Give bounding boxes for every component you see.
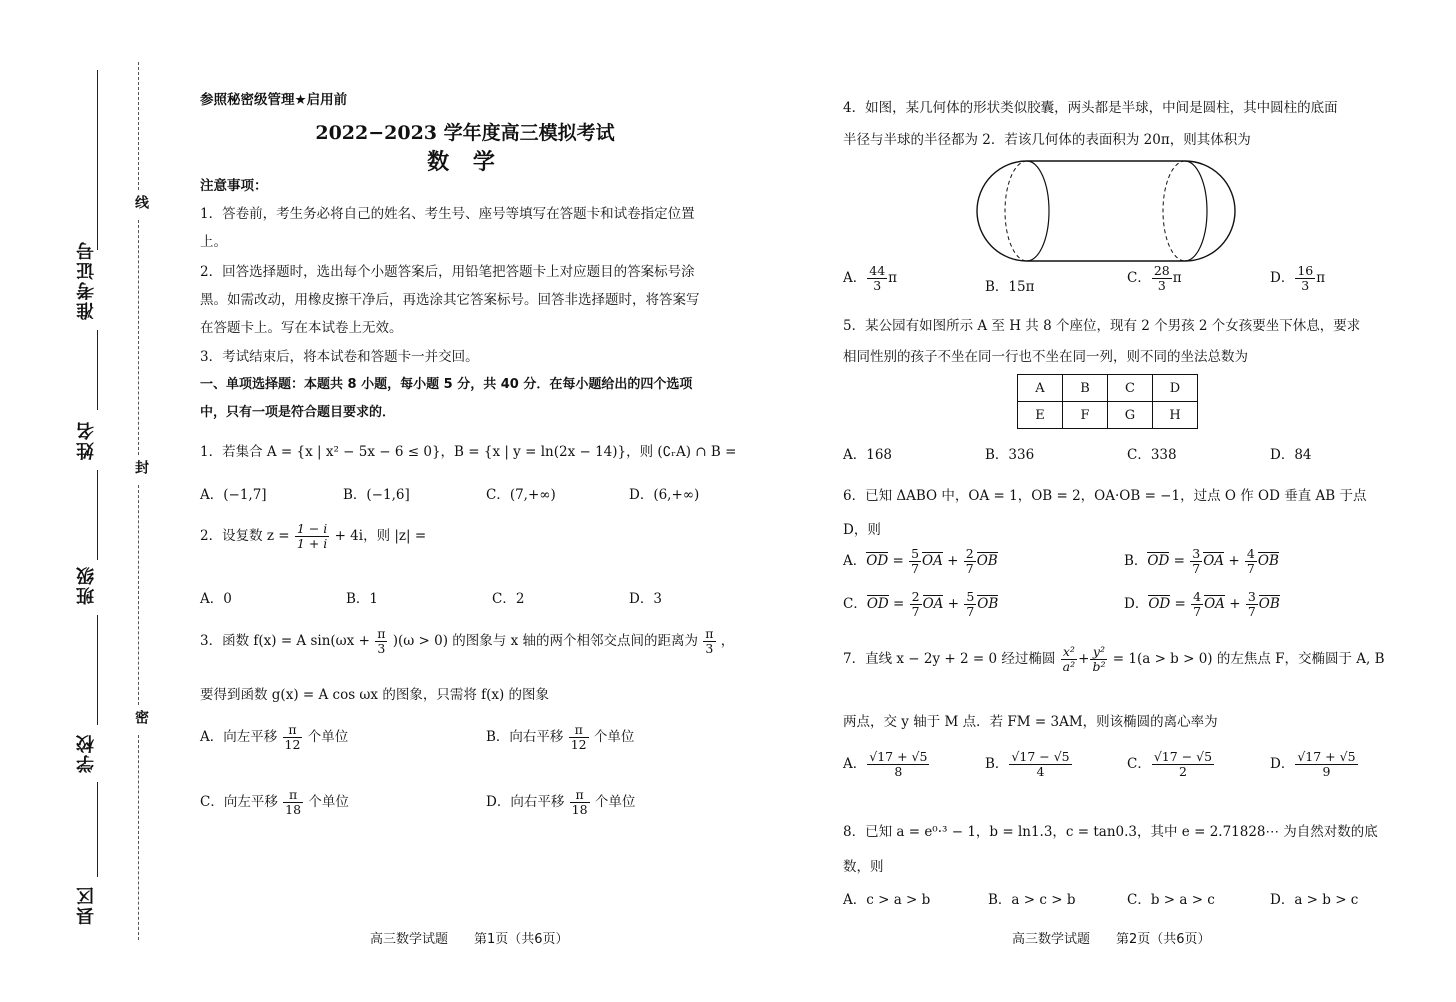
- q3-a-den: 12: [284, 736, 301, 752]
- q3-d-unit: 个单位: [594, 793, 636, 810]
- num: 3: [1247, 589, 1256, 604]
- q7-fraction-x: [1061, 645, 1077, 674]
- q7-c-fraction: [1152, 750, 1214, 779]
- num: 3: [1192, 546, 1201, 561]
- notes-heading: 注意事项：: [200, 178, 268, 194]
- note-3: 3．考试结束后，将本试卷和答题卡一并交回。: [200, 349, 479, 365]
- vector-ob: OB: [1257, 552, 1279, 569]
- q7-d-den: 9: [1322, 763, 1331, 779]
- den: 7: [1193, 603, 1202, 619]
- fraction: [1245, 547, 1257, 576]
- q3-c-label: C．向左平移: [200, 793, 278, 810]
- subject-title: 数 学: [427, 150, 503, 175]
- q7-b-den: 4: [1036, 763, 1045, 779]
- district-label: 县区: [76, 885, 97, 925]
- plus: +: [1228, 552, 1240, 569]
- q7-stem-end: = 1(a > b > 0) 的左焦点 F，交椭圆于 A, B: [1112, 650, 1385, 667]
- q2-option-d: D．3: [629, 591, 662, 607]
- q3-c-den: 18: [285, 801, 302, 817]
- q3-option-d: [486, 788, 635, 817]
- exam-id-label: 准考证号: [76, 240, 97, 320]
- q1-option-b: B．(−1,6]: [343, 487, 410, 503]
- binding-line: [97, 615, 98, 725]
- q8-option-d: D．a > b > c: [1270, 892, 1359, 908]
- q7-d-label: D．: [1270, 755, 1295, 772]
- fraction: [1246, 590, 1258, 619]
- num: 2: [911, 589, 920, 604]
- name-label: 姓名: [76, 420, 97, 460]
- q7-y2: y²: [1090, 645, 1107, 660]
- vector-ob: OB: [977, 595, 999, 612]
- q4-a-den: 3: [873, 277, 882, 293]
- vector-ob: OB: [1258, 595, 1280, 612]
- q7-c-num: √17 − √5: [1153, 749, 1213, 764]
- q3-numerator: π: [705, 626, 714, 641]
- q4-d-label: D．: [1270, 269, 1295, 286]
- q3-denominator: 3: [377, 640, 386, 656]
- q3-a-label: A．向左平移: [200, 728, 278, 745]
- question-1: 1．若集合 A = {x | x² − 5x − 6 ≤ 0}，B = {x | y = ln(2x − 14)}，则 (∁ᵣA) ∩ B =: [200, 444, 737, 460]
- q8-option-a: A．c > a > b: [843, 892, 931, 908]
- vector-oa: OA: [922, 595, 944, 612]
- q3-a-num: π: [283, 723, 303, 738]
- q4-option-a: [843, 264, 897, 293]
- q7-option-d: [1270, 750, 1359, 779]
- q7-c-den: 2: [1178, 763, 1187, 779]
- q3-d-num: π: [570, 788, 590, 803]
- q7-a-num: √17 + √5: [869, 749, 928, 764]
- question-7: 7．直线 x − 2y + 2 = 0 经过椭圆 $\frac{\text{x²}}{\text{a²}}$ + $\frac{\text{y²}}{\text{b²}}$ = 1(a > b > 0) 的左焦点 F，交椭圆于 A, B: [843, 644, 1385, 674]
- q1-option-d: D．(6,+∞): [629, 487, 700, 503]
- question-7-cont: 两点，交 y 轴于 M 点．若 FM = 3AM，则该椭圆的离心率为: [843, 714, 1218, 730]
- q3-c-unit: 个单位: [308, 793, 349, 810]
- q4-a-num: 44: [869, 263, 886, 278]
- seal-feng: 封: [133, 460, 149, 474]
- q3-denominator: 3: [705, 640, 714, 656]
- exam-title: 2022−2023 学年度高三模拟考试: [315, 122, 615, 144]
- question-5-cont: 相同性别的孩子不坐在同一行也不坐在同一列，则不同的坐法总数为: [843, 349, 1248, 365]
- q3-fraction: [703, 627, 715, 656]
- seat-cell: G: [1108, 402, 1153, 429]
- plus: +: [947, 552, 959, 569]
- q7-option-c: [1127, 750, 1215, 779]
- vector-ob: OB: [976, 552, 998, 569]
- num: 4: [1193, 589, 1202, 604]
- question-8: 8．已知 a = e⁰·³ − 1，b = ln1.3，c = tan0.3，其中 e = 2.71828⋯ 为自然对数的底: [843, 824, 1378, 840]
- seat-cell: F: [1063, 402, 1108, 429]
- q5-option-c: C．338: [1127, 447, 1177, 463]
- q3-fraction: [375, 627, 387, 656]
- confidential-mark: 参照秘密级管理★启用前: [200, 92, 348, 108]
- binding-line: [97, 70, 98, 250]
- q3-a-fraction: [283, 723, 303, 752]
- binding-line: [97, 782, 98, 877]
- vector-oa: OA: [1203, 552, 1225, 569]
- equals: =: [892, 552, 904, 569]
- section-heading-cont: 中，只有一项是符合题目要求的．: [200, 405, 396, 420]
- q2-option-a: A．0: [200, 591, 232, 607]
- num: 2: [965, 546, 974, 561]
- q7-b-fraction: [1009, 750, 1071, 779]
- q4-a-pi: π: [888, 269, 898, 286]
- equals: =: [1173, 552, 1185, 569]
- q1-option-c: C．(7,+∞): [486, 487, 556, 503]
- fraction: [964, 547, 976, 576]
- den: 7: [966, 603, 975, 619]
- q4-d-den: 3: [1301, 277, 1310, 293]
- q7-a-label: A．: [843, 755, 867, 772]
- q3-stem: 3．函数 f(x) = A sin(ωx +: [200, 632, 370, 649]
- vector-od: OD: [866, 595, 889, 612]
- q4-option-b: B．15π: [985, 279, 1035, 295]
- q3-a-unit: 个单位: [307, 728, 349, 745]
- q7-b2: b²: [1092, 658, 1106, 674]
- note-1-cont: 上。: [200, 234, 227, 250]
- q4-option-c: [1127, 264, 1182, 293]
- fraction: [910, 590, 922, 619]
- q3-option-b: [486, 723, 634, 752]
- fraction: [1190, 547, 1202, 576]
- q1-option-a: A．(−1,7]: [200, 487, 267, 503]
- q3-stem-mid: )(ω > 0) 的图象与 x 轴的两个相邻交点间的距离为: [392, 632, 698, 649]
- vector-od: OD: [866, 552, 889, 569]
- q3-d-label: D．向右平移: [486, 793, 565, 810]
- q4-c-den: 3: [1157, 277, 1166, 293]
- q7-b-num: √17 − √5: [1011, 749, 1070, 764]
- seat-row: [1018, 375, 1198, 402]
- q2-stem: 2．设复数 z =: [200, 527, 290, 544]
- q3-b-fraction: [569, 723, 589, 752]
- note-2: 2．回答选择题时，选出每个小题答案后，用铅笔把答题卡上对应题目的答案标号涂: [200, 264, 695, 280]
- binding-line: [97, 470, 98, 560]
- question-4: 4．如图，某几何体的形状类似胶囊，两头都是半球，中间是圆柱，其中圆柱的底面: [843, 100, 1338, 116]
- q3-b-num: π: [569, 723, 589, 738]
- q3-option-a: [200, 723, 348, 752]
- q7-d-num: √17 + √5: [1297, 749, 1356, 764]
- question-3: [200, 627, 734, 656]
- q4-c-label: C．: [1127, 269, 1151, 286]
- q7-option-a: [843, 750, 930, 779]
- seat-cell: E: [1018, 402, 1063, 429]
- seat-table: [1017, 374, 1198, 429]
- q3-stem-end: ，: [720, 632, 735, 649]
- q6-b-label: B．: [1124, 552, 1148, 569]
- q2-denominator: 1 + i: [296, 535, 328, 551]
- q6-c-label: C．: [843, 595, 867, 612]
- q4-a-label: A．: [843, 269, 867, 286]
- q7-b-label: B．: [985, 755, 1009, 772]
- q3-c-num: π: [283, 788, 303, 803]
- fraction: [964, 590, 976, 619]
- den: 7: [965, 560, 974, 576]
- plus: +: [947, 595, 960, 612]
- class-label: 班级: [76, 565, 97, 605]
- q3-d-den: 18: [571, 801, 588, 817]
- q5-option-a: A．168: [843, 447, 893, 463]
- q3-line-2: 要得到函数 g(x) = A cos ωx 的图象，只需将 f(x) 的图象: [200, 687, 550, 703]
- q4-d-num: 16: [1297, 263, 1314, 278]
- fraction: [909, 547, 921, 576]
- equals: =: [1174, 595, 1186, 612]
- q4-option-d: [1270, 264, 1325, 293]
- q5-option-b: B．336: [985, 447, 1035, 463]
- question-6-cont: D，则: [843, 522, 881, 538]
- q7-c-label: C．: [1127, 755, 1151, 772]
- q8-option-b: B．a > c > b: [988, 892, 1076, 908]
- q3-b-label: B．向右平移: [486, 728, 564, 745]
- q4-c-num: 28: [1153, 263, 1170, 278]
- seat-row: [1018, 402, 1198, 429]
- q7-fraction-y: [1090, 645, 1107, 674]
- q6-option-b: [1124, 547, 1279, 576]
- dashed-line: [138, 62, 139, 190]
- den: 7: [1247, 603, 1256, 619]
- q5-option-d: D．84: [1270, 447, 1312, 463]
- dashed-line: [138, 485, 139, 705]
- equals: =: [893, 595, 905, 612]
- seat-cell: C: [1108, 375, 1153, 402]
- den: 7: [911, 603, 920, 619]
- footer-page-1: 高三数学试题 第1页（共6页）: [370, 932, 569, 947]
- q6-option-a: [843, 547, 998, 576]
- vector-od: OD: [1147, 552, 1170, 569]
- q3-numerator: π: [377, 626, 386, 641]
- fraction: [1191, 590, 1203, 619]
- q7-d-fraction: [1295, 750, 1357, 779]
- q6-option-c: [843, 590, 998, 619]
- q4-c-fraction: [1152, 264, 1172, 293]
- q3-d-fraction: [570, 788, 590, 817]
- question-2: [200, 522, 426, 551]
- note-1: 1．答卷前，考生务必将自己的姓名、考生号、座号等填写在答题卡和试卷指定位置: [200, 206, 695, 222]
- q4-a-fraction: [867, 264, 887, 293]
- question-4-cont: 半径与半球的半径都为 2．若该几何体的表面积为 20π，则其体积为: [843, 132, 1251, 148]
- q2-option-c: C．2: [492, 591, 525, 607]
- question-5: 5．某公园有如图所示 A 至 H 共 8 个座位，现有 2 个男孩 2 个女孩要坐下休息，要求: [843, 318, 1361, 334]
- note-2-cont: 黑。如需改动，用橡皮擦干净后，再选涂其它答案标号。回答非选择题时，将答案写: [200, 292, 700, 308]
- num: 4: [1246, 546, 1255, 561]
- q2-option-b: B．1: [346, 591, 379, 607]
- den: 7: [911, 560, 920, 576]
- q6-a-label: A．: [843, 552, 867, 569]
- q6-d-label: D．: [1124, 595, 1149, 612]
- vector-oa: OA: [922, 552, 943, 569]
- seat-cell: D: [1153, 375, 1198, 402]
- q7-a2: a²: [1062, 658, 1076, 674]
- seal-mi: 密: [133, 710, 149, 724]
- q7-stem: 7．直线 x − 2y + 2 = 0 经过椭圆: [843, 650, 1056, 667]
- seat-cell: A: [1018, 375, 1063, 402]
- q4-d-fraction: [1295, 264, 1315, 293]
- school-label: 学校: [76, 733, 97, 773]
- q3-option-c: [200, 788, 349, 817]
- seat-cell: B: [1063, 375, 1108, 402]
- binding-line: [97, 330, 98, 410]
- q3-c-fraction: [283, 788, 303, 817]
- q6-option-d: [1124, 590, 1280, 619]
- num: 5: [966, 589, 975, 604]
- den: 7: [1246, 560, 1255, 576]
- q7-x2: x²: [1061, 645, 1077, 660]
- num: 5: [911, 546, 920, 561]
- den: 7: [1192, 560, 1201, 576]
- q2-numerator: 1 − i: [296, 521, 328, 536]
- dashed-line: [138, 735, 139, 940]
- capsule-figure: [975, 158, 1237, 264]
- q4-c-pi: π: [1172, 269, 1182, 286]
- dashed-line: [138, 220, 139, 455]
- question-6: 6．已知 ΔABO 中，OA = 1，OB = 2，OA·OB = −1，过点 O 作 OD 垂直 AB 于点: [843, 488, 1367, 504]
- footer-page-2: 高三数学试题 第2页（共6页）: [1012, 932, 1211, 947]
- vector-od: OD: [1148, 595, 1171, 612]
- question-8-cont: 数，则: [843, 859, 884, 875]
- section-heading: 一、单项选择题：本题共 8 小题，每小题 5 分，共 40 分．在每小题给出的四个选项: [200, 377, 693, 392]
- q7-a-den: 8: [894, 763, 903, 779]
- seat-cell: H: [1153, 402, 1198, 429]
- vector-oa: OA: [1204, 595, 1225, 612]
- q3-b-den: 12: [570, 736, 587, 752]
- q7-option-b: [985, 750, 1073, 779]
- seal-xian: 线: [133, 195, 149, 209]
- q3-b-unit: 个单位: [593, 728, 635, 745]
- q4-d-pi: π: [1316, 269, 1326, 286]
- plus: +: [1229, 595, 1241, 612]
- q2-stem-end: + 4i，则 |z| =: [334, 527, 427, 544]
- q7-a-fraction: [867, 750, 929, 779]
- note-2-cont: 在答题卡上。写在本试卷上无效。: [200, 320, 403, 336]
- q2-fraction: [295, 522, 329, 551]
- q8-option-c: C．b > a > c: [1127, 892, 1215, 908]
